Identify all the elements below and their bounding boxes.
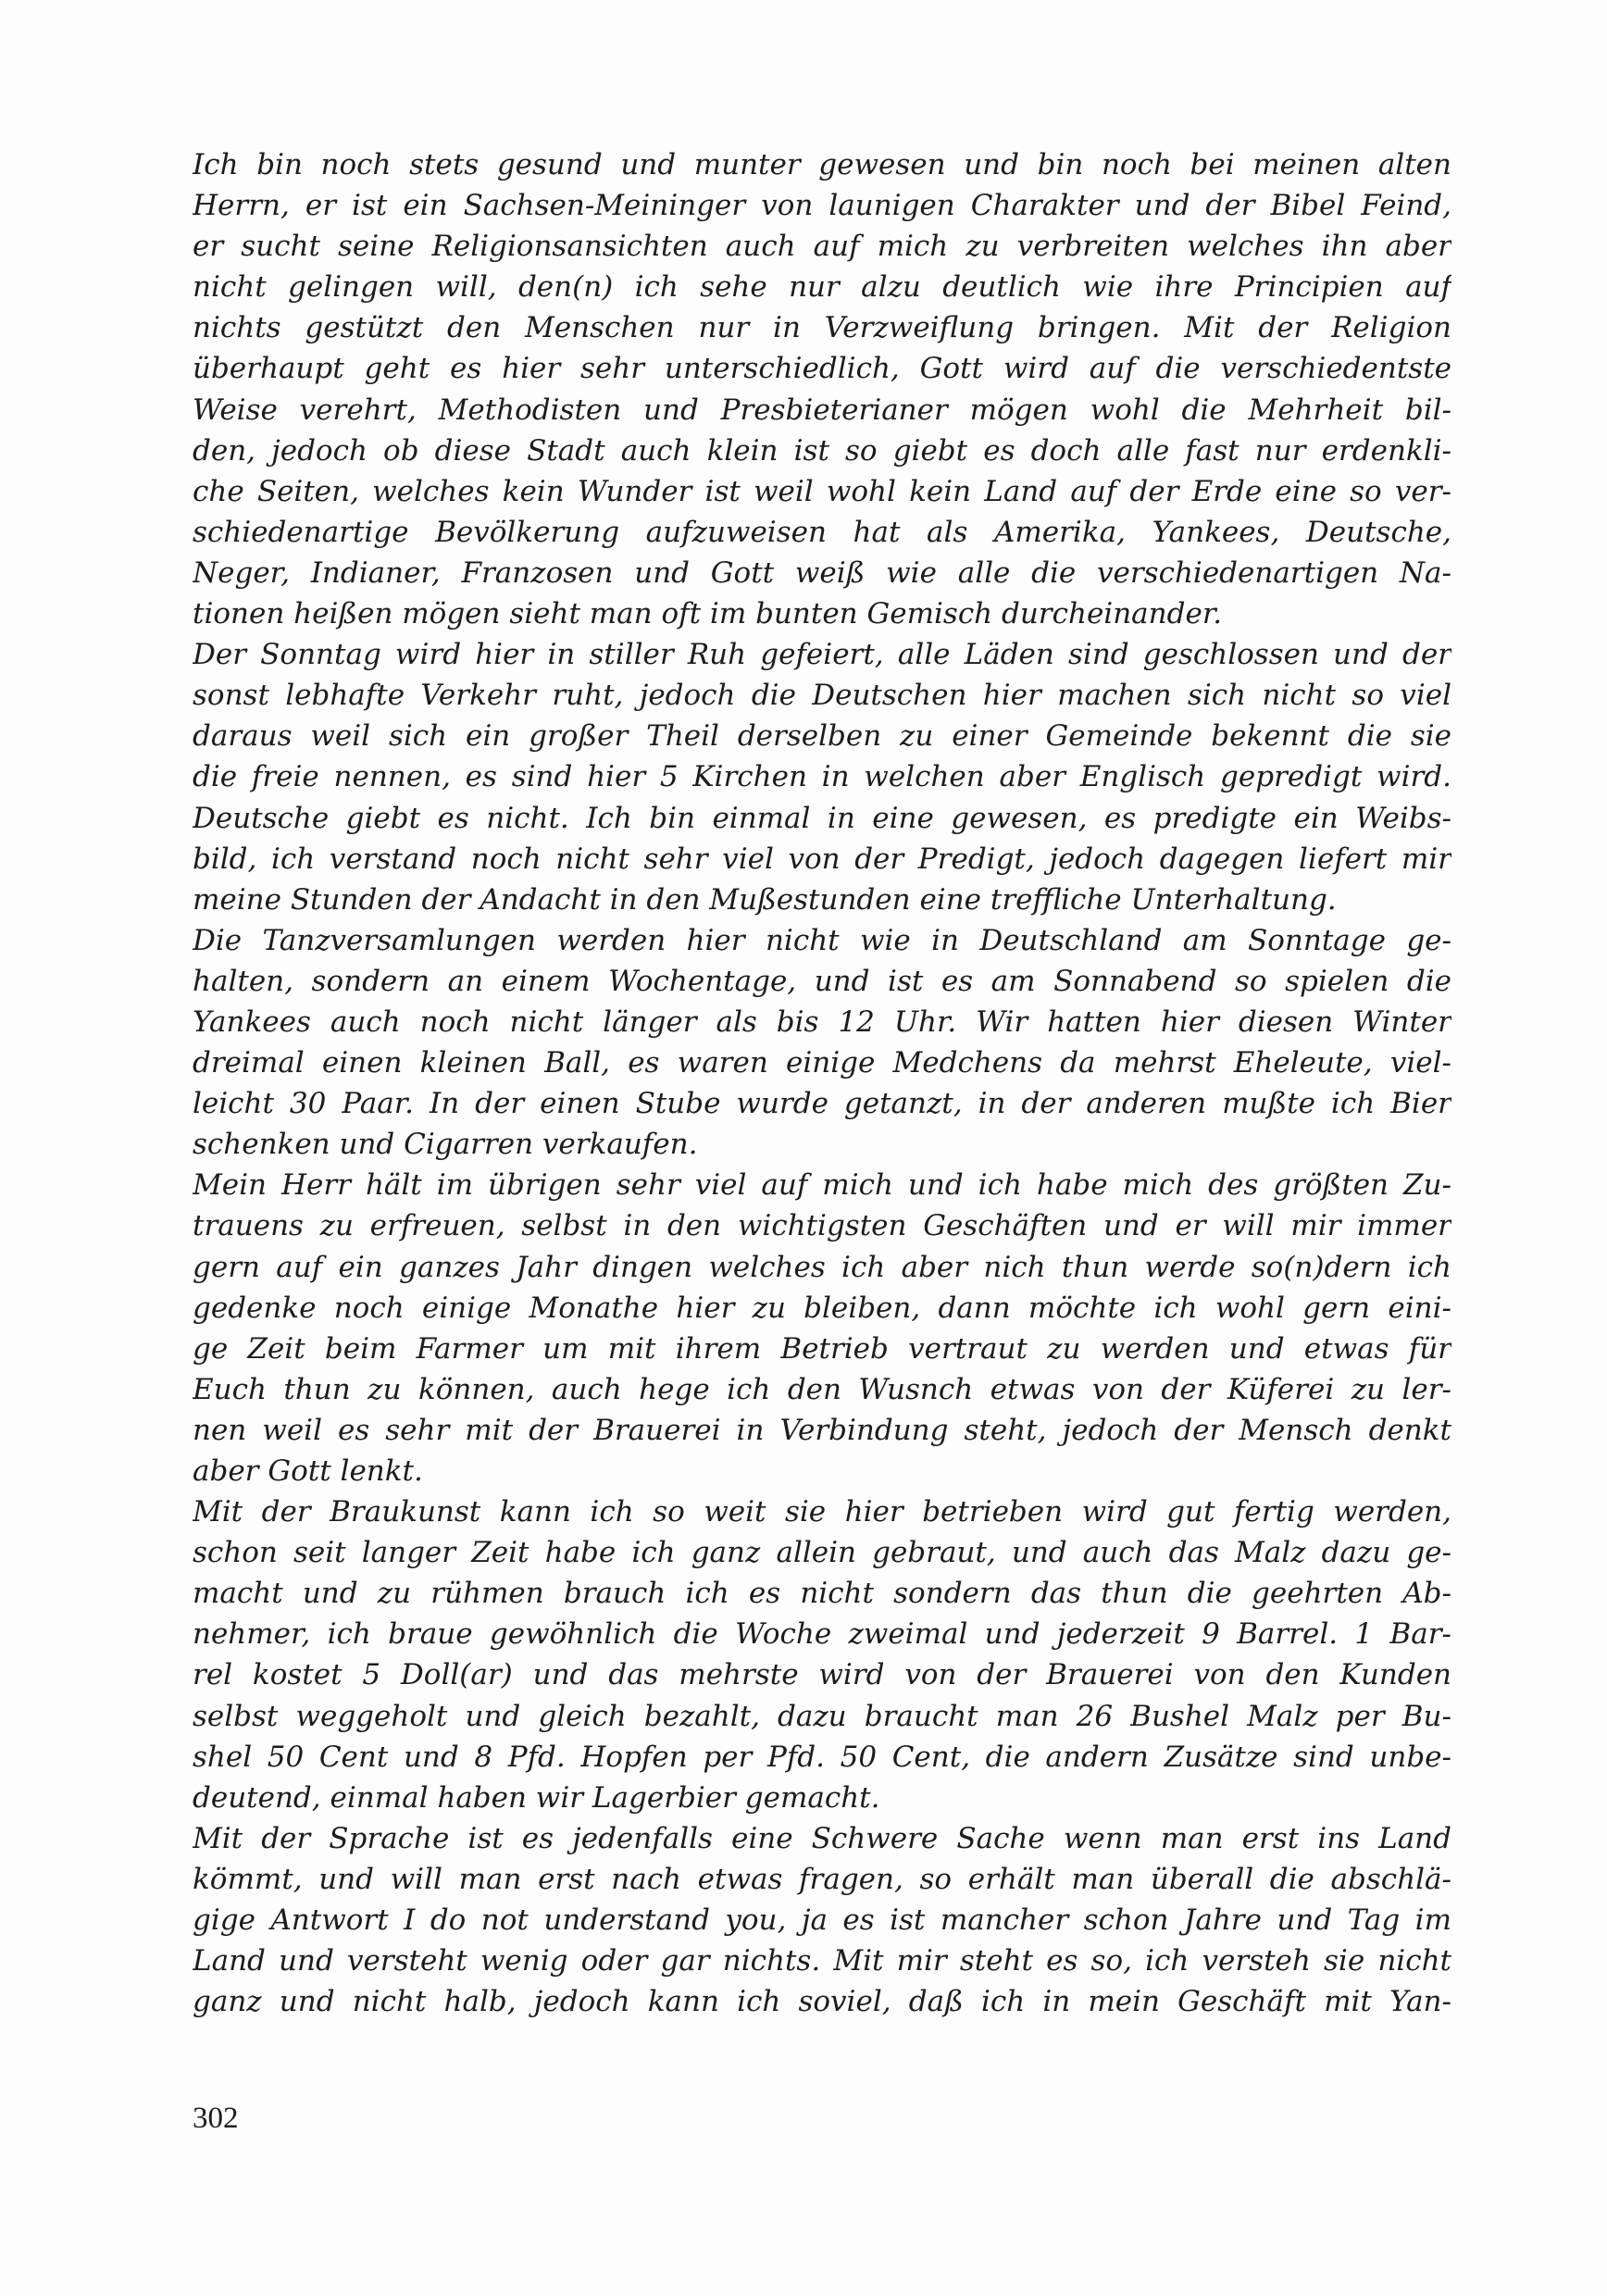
text-line: selbst weggeholt und gleich bezahlt, dazu braucht man 26 Bushel Malz per Bu- bbox=[193, 1699, 1451, 1733]
text-line: aber Gott lenkt. bbox=[193, 1454, 423, 1488]
text-line: deutend, einmal haben wir Lagerbier gemacht. bbox=[193, 1780, 880, 1815]
text-line: che Seiten, welches kein Wunder ist weil wohl kein Land auf der Erde eine so ver- bbox=[193, 474, 1451, 508]
text-line: rel kostet 5 Doll(ar) und das mehrste wird von der Brauerei von den Kunden bbox=[193, 1658, 1451, 1692]
text-line: Euch thun zu können, auch hege ich den Wusnch etwas von der Küferei zu ler- bbox=[193, 1372, 1451, 1406]
paragraph bbox=[193, 634, 1451, 920]
text-line: gedenke noch einige Monathe hier zu bleiben, dann möchte ich wohl gern eini- bbox=[193, 1291, 1451, 1325]
text-line: kömmt, und will man erst nach etwas fragen, so erhält man überall die abschlä- bbox=[193, 1862, 1451, 1896]
text-line: halten, sondern an einem Wochentage, und ist es am Sonnabend so spielen die bbox=[193, 964, 1451, 998]
text-line: ge Zeit beim Farmer um mit ihrem Betrieb vertraut zu werden und etwas für bbox=[193, 1331, 1451, 1366]
text-line: Mit der Sprache ist es jedenfalls eine Schwere Sache wenn man erst ins Land bbox=[193, 1821, 1451, 1855]
text-line: tionen heißen mögen sieht man oft im bunten Gemisch durcheinander. bbox=[193, 597, 1223, 631]
text-line: Mit der Braukunst kann ich so weit sie hier betrieben wird gut fertig werden, bbox=[193, 1495, 1451, 1529]
text-line: schon seit langer Zeit habe ich ganz allein gebraut, und auch das Malz dazu ge- bbox=[193, 1536, 1451, 1570]
text-line: shel 50 Cent und 8 Pfd. Hopfen per Pfd. 50 Cent, die andern Zusätze sind unbe- bbox=[193, 1740, 1451, 1774]
text-line: leicht 30 Paar. In der einen Stube wurde getanzt, in der anderen mußte ich Bier bbox=[193, 1087, 1451, 1121]
text-line: Neger, Indianer, Franzosen und Gott weiß wie alle die verschiedenartigen Na- bbox=[193, 555, 1451, 590]
text-line: nen weil es sehr mit der Brauerei in Verbindung steht, jedoch der Mensch denkt bbox=[193, 1413, 1451, 1447]
text-line: ganz und nicht halb, jedoch kann ich soviel, daß ich in mein Geschäft mit Yan- bbox=[193, 1985, 1451, 2019]
text-line: den, jedoch ob diese Stadt auch klein ist so giebt es doch alle fast nur erdenkli- bbox=[193, 433, 1451, 468]
text-line: Ich bin noch stets gesund und munter gewesen und bin noch bei meinen alten bbox=[193, 148, 1451, 181]
text-line: er sucht seine Religionsansichten auch auf mich zu verbreiten welches ihn aber bbox=[193, 230, 1451, 264]
text-line: Land und versteht wenig oder gar nichts. Mit mir steht es so, ich versteh sie nicht bbox=[193, 1944, 1451, 1978]
text-line: nicht gelingen will, den(n) ich sehe nur alzu deutlich wie ihre Principien auf bbox=[193, 270, 1451, 305]
paragraph bbox=[193, 920, 1451, 1166]
paragraph bbox=[193, 1818, 1451, 2022]
text-line: schiedenartige Bevölkerung aufzuweisen hat als Amerika, Yankees, Deutsche, bbox=[193, 515, 1451, 549]
text-line: Die Tanzversamlungen werden hier nicht wie in Deutschland am Sonntage ge- bbox=[193, 923, 1451, 957]
text-line: gige Antwort I do not understand you, ja es ist mancher schon Jahre und Tag im bbox=[193, 1903, 1451, 1938]
text-line: Herrn, er ist ein Sachsen-Meininger von launigen Charakter und der Bibel Feind, bbox=[193, 189, 1451, 223]
body-text bbox=[193, 144, 1451, 2022]
text-line: Yankees auch noch nicht länger als bis 12 Uhr. Wir hatten hier diesen Winter bbox=[193, 1004, 1451, 1039]
text-line: Weise verehrt, Methodisten und Presbieterianer mögen wohl die Mehrheit bil- bbox=[193, 393, 1451, 427]
text-line: daraus weil sich ein großer Theil derselben zu einer Gemeinde bekennt die sie bbox=[193, 719, 1451, 754]
text-line: Der Sonntag wird hier in stiller Ruh gefeiert, alle Läden sind geschlossen und der bbox=[193, 638, 1451, 672]
text-line: bild, ich verstand noch nicht sehr viel von der Predigt, jedoch dagegen liefert mir bbox=[193, 842, 1451, 876]
text-line: macht und zu rühmen brauch ich es nicht sondern das thun die geehrten Ab- bbox=[193, 1577, 1451, 1611]
text-line: nehmer, ich braue gewöhnlich die Woche zweimal und jederzeit 9 Barrel. 1 Bar- bbox=[193, 1617, 1451, 1652]
page-number: 302 bbox=[193, 2102, 239, 2135]
text-line: meine Stunden der Andacht in den Mußestunden eine treffliche Unterhaltung. bbox=[193, 882, 1337, 917]
text-line: sonst lebhafte Verkehr ruht, jedoch die Deutschen hier machen sich nicht so viel bbox=[193, 679, 1451, 713]
text-line: die freie nennen, es sind hier 5 Kirchen in welchen aber Englisch gepredigt wird. bbox=[193, 760, 1451, 794]
text-line: überhaupt geht es hier sehr unterschiedlich, Gott wird auf die verschiedentste bbox=[193, 352, 1451, 386]
text-line: Mein Herr hält im übrigen sehr viel auf mich und ich habe mich des größten Zu- bbox=[193, 1168, 1451, 1203]
paragraph bbox=[193, 1491, 1451, 1818]
text-line: Deutsche giebt es nicht. Ich bin einmal in eine gewesen, es predigte ein Weibs- bbox=[193, 801, 1451, 835]
text-line: gern auf ein ganzes Jahr dingen welches ich aber nich thun werde so(n)dern ich bbox=[193, 1250, 1451, 1284]
text-line: trauens zu erfreuen, selbst in den wichtigsten Geschäften und er will mir immer bbox=[193, 1209, 1451, 1243]
paragraph bbox=[193, 1165, 1451, 1491]
paragraph bbox=[193, 144, 1451, 634]
text-line: dreimal einen kleinen Ball, es waren einige Medchens da mehrst Eheleute, viel- bbox=[193, 1046, 1451, 1080]
text-line: nichts gestützt den Menschen nur in Verzweiflung bringen. Mit der Religion bbox=[193, 311, 1451, 345]
text-line: schenken und Cigarren verkaufen. bbox=[193, 1128, 698, 1162]
